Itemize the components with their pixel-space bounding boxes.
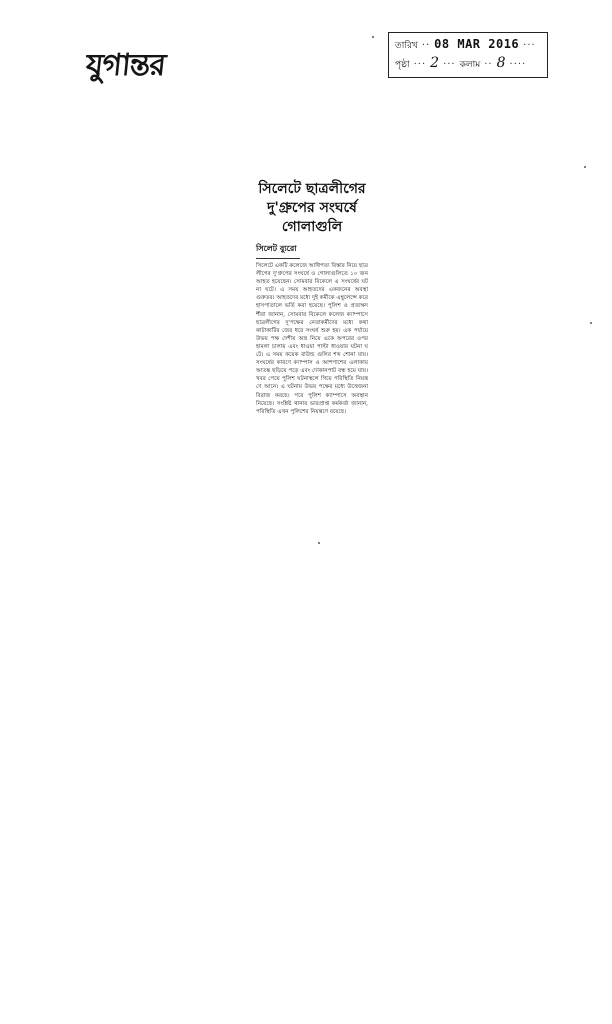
stamp-page-label: পৃষ্ঠা bbox=[395, 60, 410, 70]
stamp-date-row bbox=[395, 37, 541, 55]
stamp-page-value: 2 bbox=[430, 55, 440, 71]
stamp-column-label: কলাম bbox=[459, 60, 481, 70]
article-byline: সিলেট ব্যুরো bbox=[256, 243, 300, 259]
stamp-dots: ·· bbox=[484, 59, 493, 70]
stamp-dots: ··· bbox=[523, 40, 536, 51]
scan-speck bbox=[590, 322, 592, 324]
stamp-page-row bbox=[395, 55, 541, 73]
news-article bbox=[256, 180, 368, 416]
newspaper-masthead: যুগান্তর bbox=[84, 48, 167, 83]
stamp-dots: ··· bbox=[413, 59, 427, 70]
stamp-column-value: 8 bbox=[496, 55, 506, 71]
article-body: সিলেটে একটি কলেজে আধিপত্য বিস্তার নিয়ে ছাত্রলীগের দু'গ্রুপের সংঘর্ষে ও গোলাগুলিতে ১০ জন আহত হয়েছেন। সোমবার বিকেলে এ সংঘর্ষের ঘটনা ঘটে। এ সময় আহতদের একজনের অবস্থা গুরুতর। আহতদের মধ্যে দুই কর্মীকে এম্বুলেন্সে করে হাসপাতালে ভর্তি করা হয়েছে। পুলিশ ও প্রত্যক্ষদর্শীরা জানান, সোমবার বিকেলে কলেজ ক্যাম্পাসে ছাত্রলীগের দু'পক্ষের নেতাকর্মীদের মধ্যে কথা কাটাকাটির জের ধরে সংঘর্ষ শুরু হয়। এক পর্যায়ে উভয় পক্ষ দেশীয় অস্ত্র নিয়ে একে অপরের ওপর হামলা চালায় এবং ধাওয়া পাল্টা ধাওয়ার ঘটনা ঘটে। এ সময় কয়েক রাউন্ড গুলির শব্দ শোনা যায়। সংঘর্ষের কারণে ক্যাম্পাস ও আশপাশের এলাকায় আতঙ্ক ছড়িয়ে পড়ে এবং দোকানপাট বন্ধ হয়ে যায়। খবর পেয়ে পুলিশ ঘটনাস্থলে গিয়ে পরিস্থিতি নিয়ন্ত্রণে আনে। এ ঘটনায় উভয় পক্ষের মধ্যে উত্তেজনা বিরাজ করছে। পরে পুলিশ ক্যাম্পাসে অবস্থান নিয়েছে। সংশ্লিষ্ট থানার ভারপ্রাপ্ত কর্মকর্তা জানান, পরিস্থিতি এখন পুলিশের নিয়ন্ত্রণে রয়েছে। bbox=[256, 263, 368, 415]
stamp-dots: ··· bbox=[443, 59, 456, 70]
scan-speck bbox=[584, 166, 586, 168]
scan-speck bbox=[318, 542, 320, 544]
stamp-date-label: তারিখ bbox=[395, 41, 418, 51]
scan-speck bbox=[372, 36, 374, 38]
stamp-date-value: 08 MAR 2016 bbox=[434, 37, 520, 51]
clipping-stamp bbox=[388, 32, 548, 78]
article-headline: সিলেটে ছাত্রলীগের দু'গ্রুপের সংঘর্ষে গোলাগুলি bbox=[258, 181, 366, 235]
stamp-dots: ···· bbox=[509, 59, 527, 70]
stamp-dots: ·· bbox=[421, 40, 431, 51]
